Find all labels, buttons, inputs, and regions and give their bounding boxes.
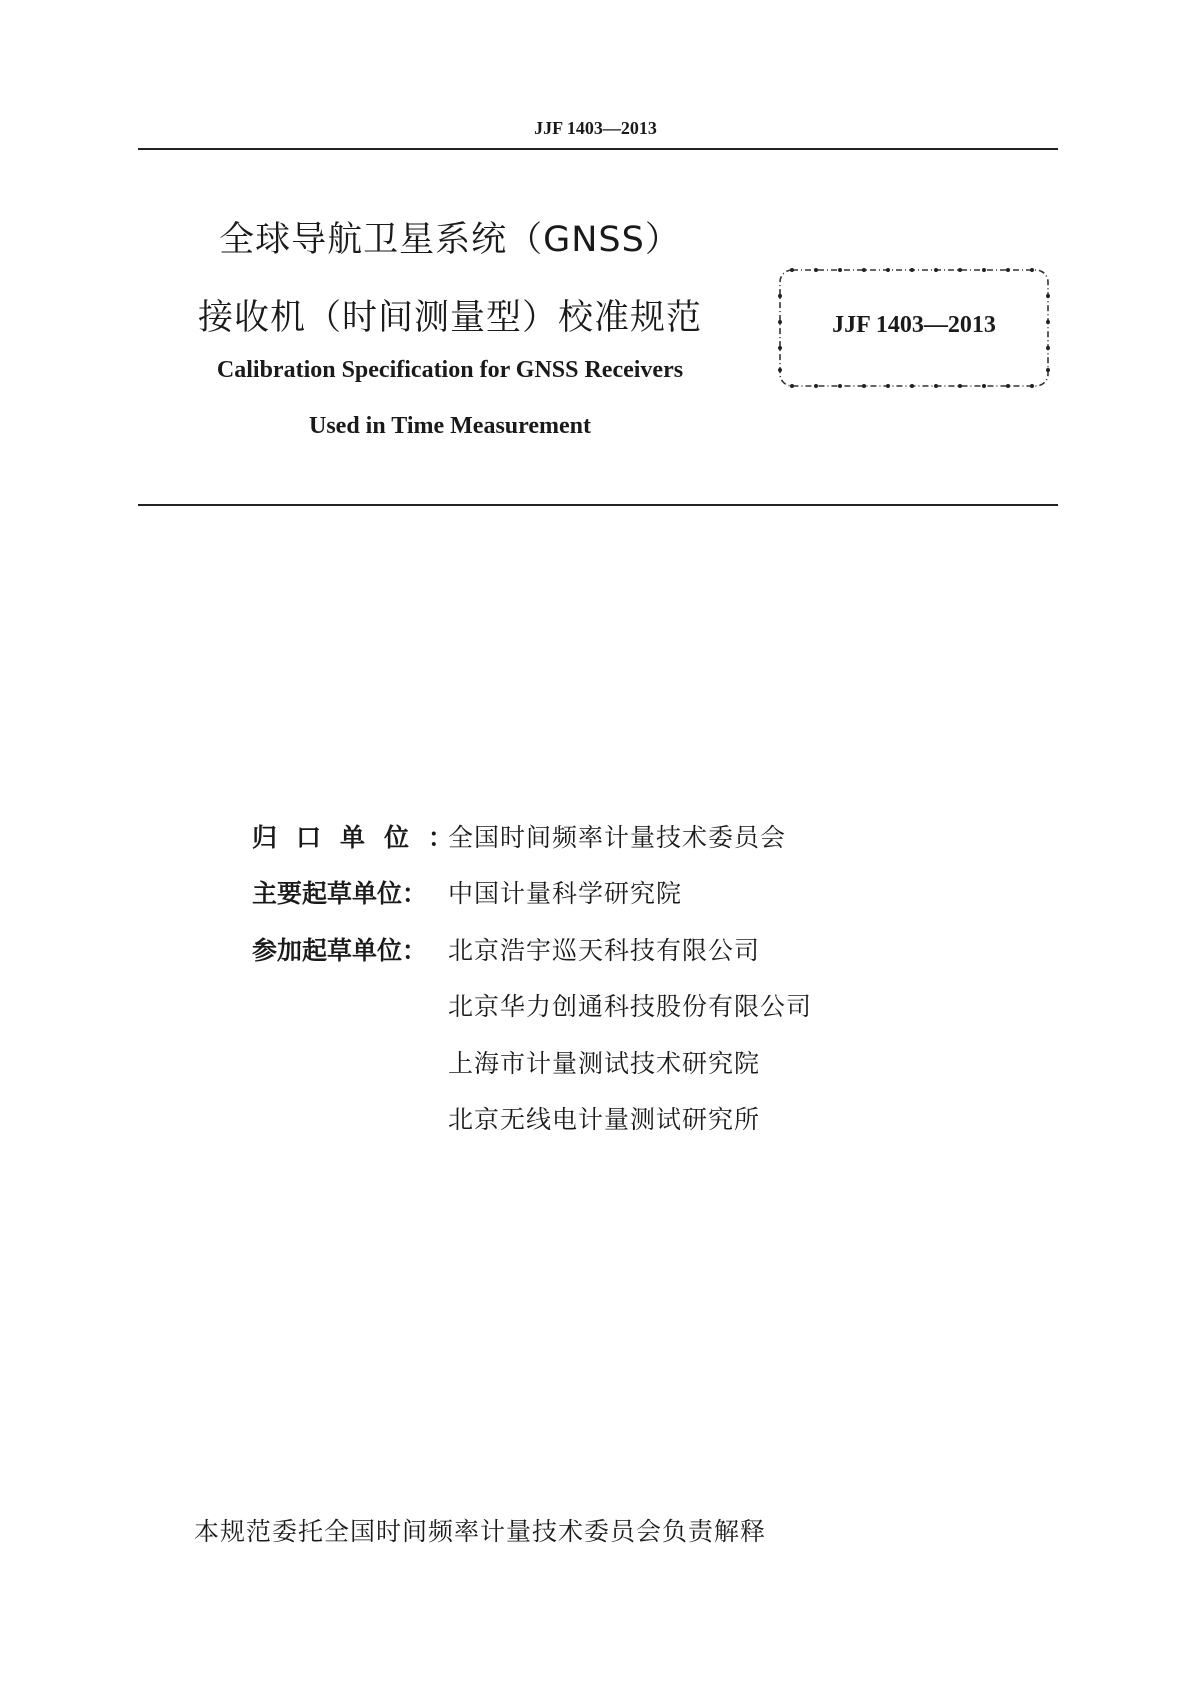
participating-row-2 xyxy=(252,987,812,1027)
top-divider xyxy=(138,148,1058,150)
participating-unit: 北京华力创通科技股份有限公司 xyxy=(448,992,813,1021)
title-chinese-line-2: 接收机（时间测量型）校准规范 xyxy=(197,298,702,338)
responsible-unit-row xyxy=(252,818,786,858)
header-standard-code: JJF 1403—2013 xyxy=(534,118,657,138)
participating-row-4 xyxy=(252,1100,760,1140)
title-english-line-2: Used in Time Measurement xyxy=(309,413,591,439)
participating-unit: 北京无线电计量测试研究所 xyxy=(448,1105,761,1134)
main-drafter-value: 中国计量科学研究院 xyxy=(448,879,683,908)
participating-row-3 xyxy=(252,1044,760,1084)
participating-row-1 xyxy=(252,931,760,971)
participating-label: 参加起草单位： xyxy=(252,936,428,965)
participating-unit: 北京浩宇巡天科技有限公司 xyxy=(448,936,761,965)
title-english-line-1: Calibration Specification for GNSS Receivers xyxy=(216,357,684,383)
main-drafter-row xyxy=(252,874,682,914)
box-standard-code: JJF 1403—2013 xyxy=(832,312,996,338)
participating-unit: 上海市计量测试技术研究院 xyxy=(448,1049,761,1078)
responsible-unit-value: 全国时间频率计量技术委员会 xyxy=(448,823,787,852)
title-chinese-line-1: 全球导航卫星系统（GNSS） xyxy=(219,220,681,260)
main-drafter-label: 主要起草单位： xyxy=(252,879,428,908)
responsible-unit-label: 归口单位： xyxy=(252,823,473,852)
standard-code-box xyxy=(776,266,1052,390)
interpretation-note: 本规范委托全国时间频率计量技术委员会负责解释 xyxy=(194,1517,767,1546)
middle-divider xyxy=(138,504,1058,506)
